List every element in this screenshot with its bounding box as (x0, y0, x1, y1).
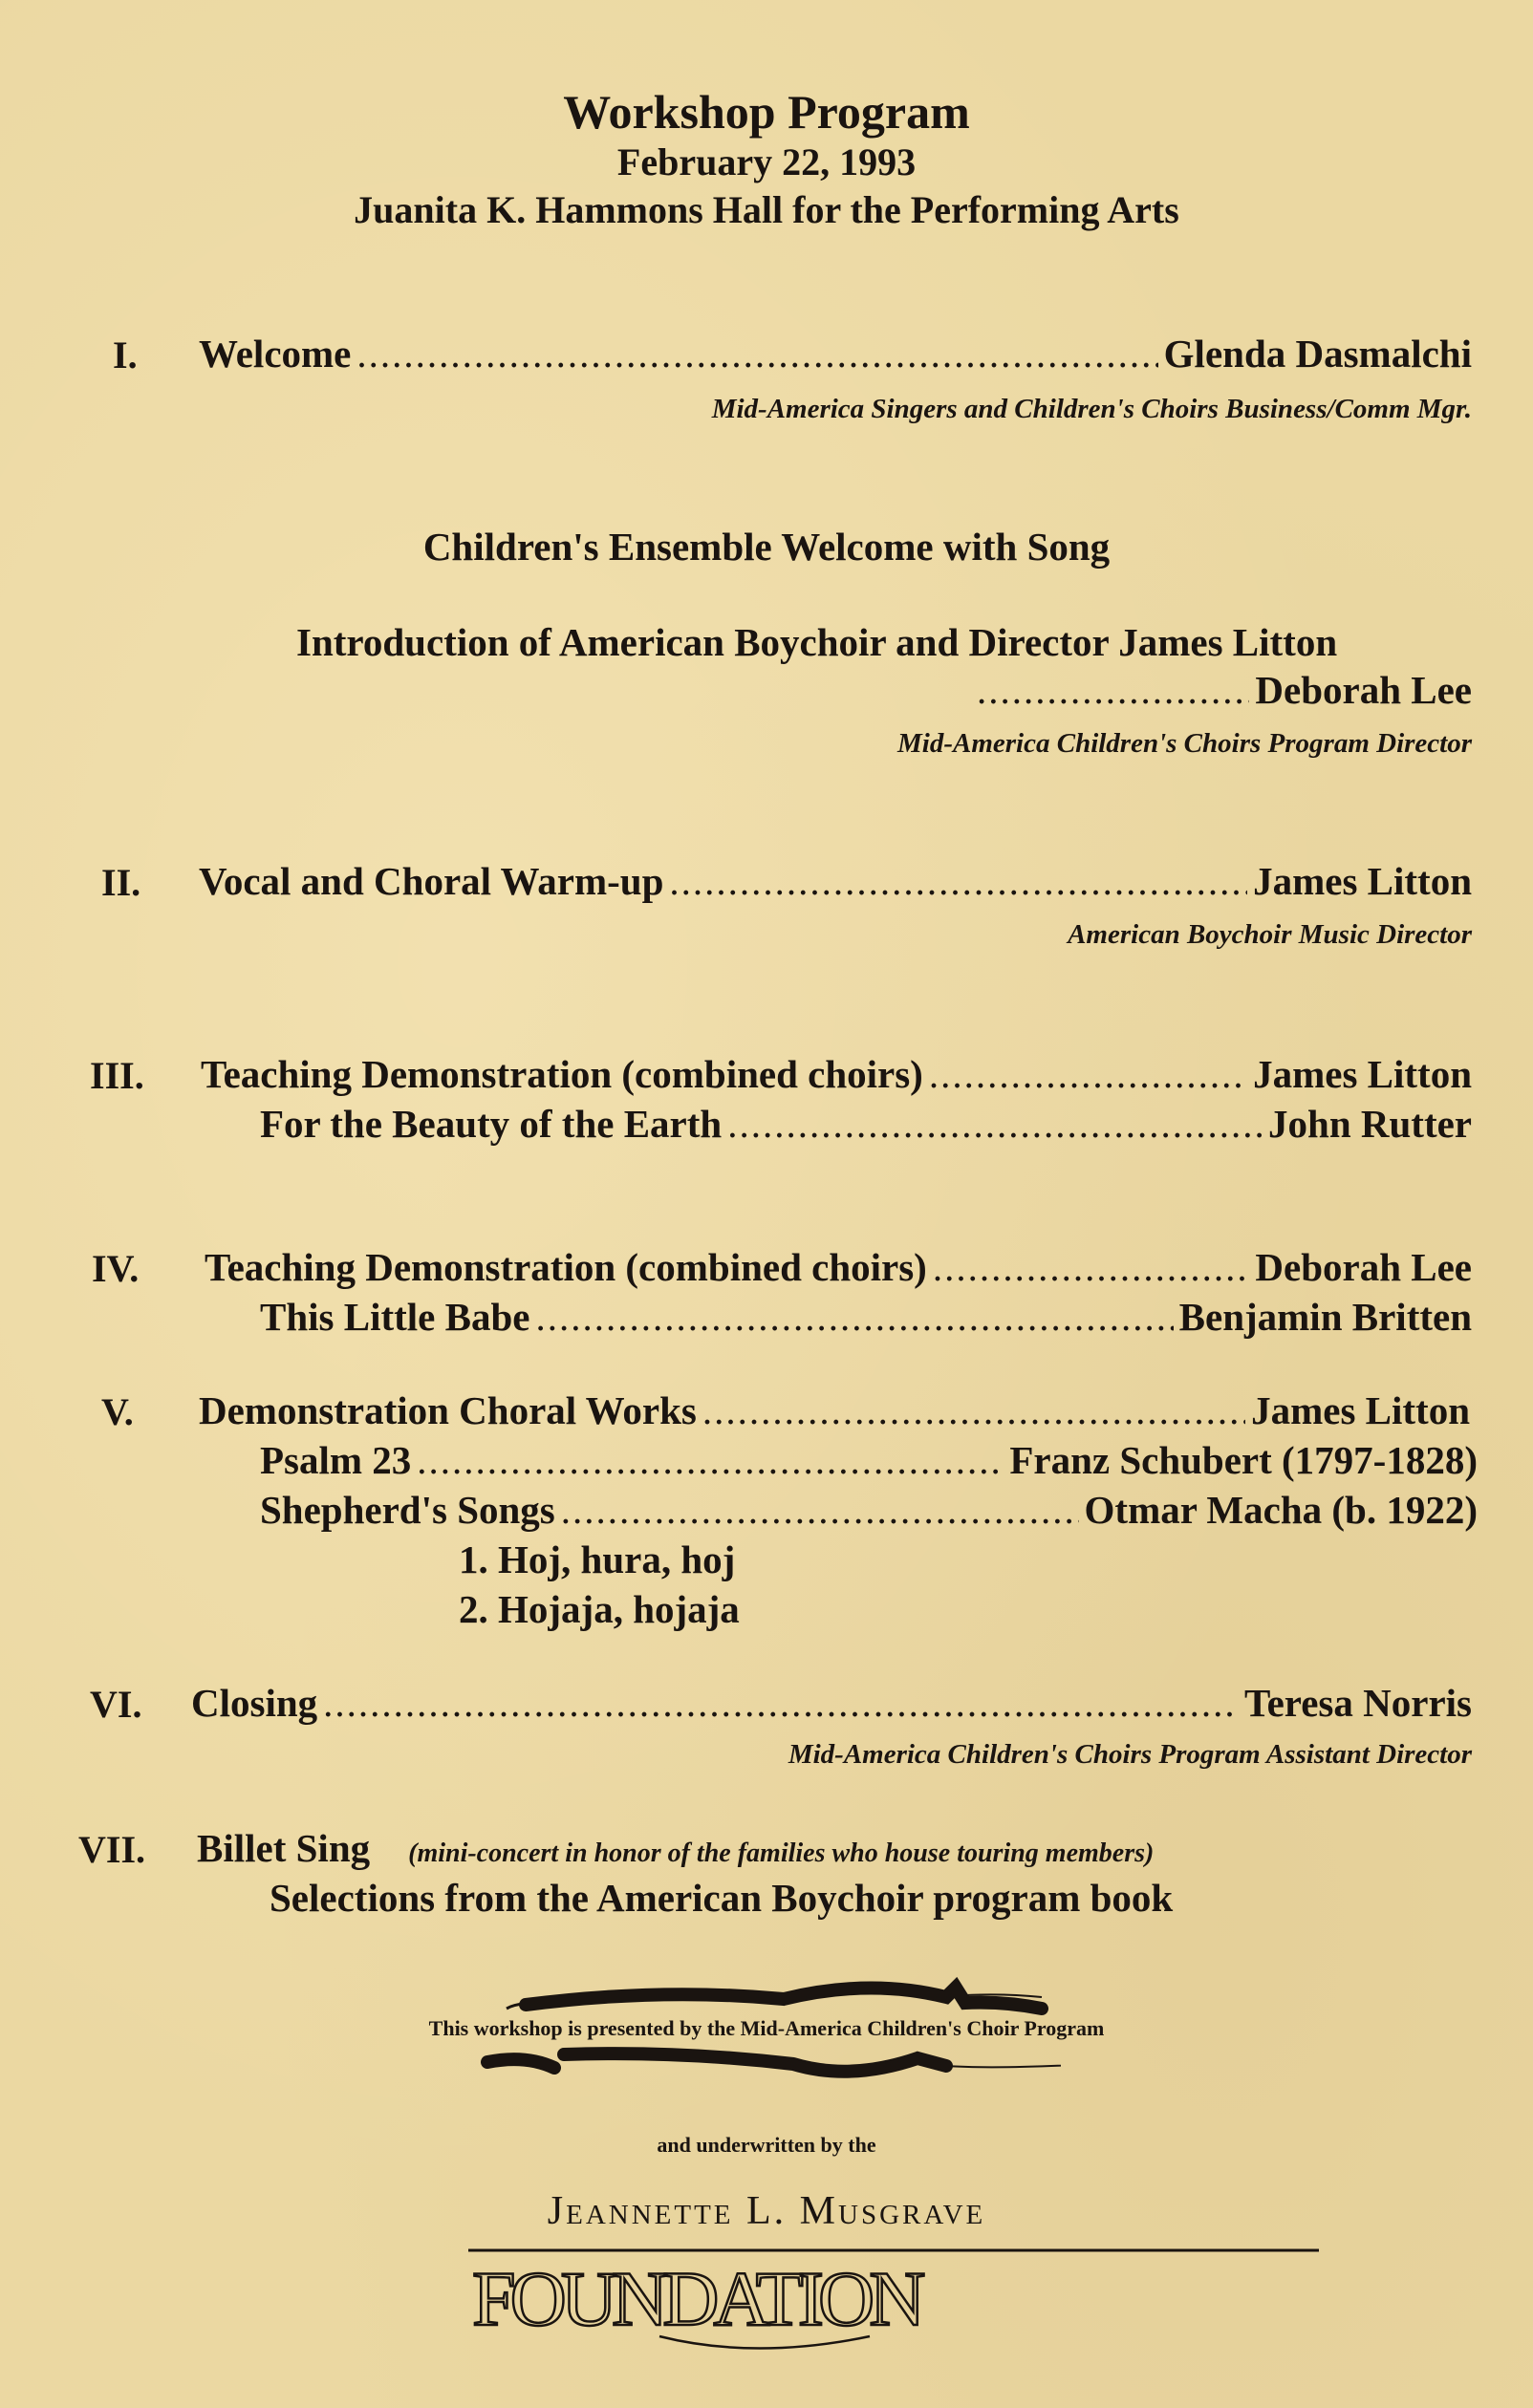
item-number-6: VI. (90, 1683, 142, 1726)
item-presenter: Glenda Dasmalchi (1163, 332, 1472, 376)
dot-leader (933, 1244, 1250, 1290)
piece-title: Shepherd's Songs (260, 1488, 555, 1532)
presenter-role: Mid-America Children's Choirs Program Director (896, 728, 1472, 759)
program-item-teaching-2 (205, 1244, 1472, 1290)
item-label: Closing (191, 1681, 318, 1725)
dot-leader (669, 858, 1247, 904)
billet-sing-selections: Selections from the American Boychoir program book (270, 1876, 1174, 1920)
piece-composer: Otmar Macha (b. 1922) (1084, 1488, 1478, 1532)
item-label: Teaching Demonstration (combined choirs) (201, 1052, 923, 1096)
presented-by-line: This workshop is presented by the Mid-America Children's Choir Program (428, 2016, 1105, 2040)
item-presenter: James Litton (1251, 1388, 1470, 1432)
foundation-name: Jeannette L. Musgrave (547, 2189, 986, 2233)
item-note: (mini-concert in honor of the families who house touring members) (408, 1838, 1155, 1868)
program-item-closing (191, 1680, 1472, 1726)
item-presenter: Teresa Norris (1244, 1681, 1472, 1725)
presenter-role: Mid-America Children's Choirs Program Assistant Director (788, 1739, 1472, 1770)
item-number-1: I. (113, 333, 138, 376)
dot-leader (977, 667, 1249, 713)
program-item-welcome (199, 331, 1472, 376)
song-1: 1. Hoj, hura, hoj (459, 1537, 736, 1581)
program-item-billet-sing (197, 1825, 1154, 1871)
item-number-3: III. (90, 1054, 144, 1097)
presenter-role: American Boychoir Music Director (1068, 919, 1472, 950)
item-number-5: V. (101, 1390, 134, 1433)
item-presenter: Deborah Lee (1255, 668, 1472, 712)
program-item-choral-works (199, 1387, 1470, 1433)
foundation-wordmark: FOUNDATION (472, 2255, 920, 2342)
introduction-presenter-row (971, 667, 1472, 713)
item-presenter: James Litton (1253, 1052, 1472, 1096)
ensemble-welcome: Children's Ensemble Welcome with Song (422, 525, 1111, 569)
foundation-logo (468, 2241, 1319, 2355)
dot-leader (561, 1487, 1079, 1533)
item-label: Vocal and Choral Warm-up (199, 859, 664, 903)
program-piece (260, 1437, 1478, 1483)
item-label: Demonstration Choral Works (199, 1388, 697, 1432)
program-date: February 22, 1993 (616, 140, 917, 183)
item-presenter: Deborah Lee (1255, 1245, 1472, 1289)
dot-leader (929, 1051, 1247, 1097)
dot-leader (417, 1437, 1004, 1483)
program-piece (260, 1101, 1472, 1147)
piece-composer: Benjamin Britten (1178, 1295, 1472, 1339)
underwritten-line: and underwritten by the (657, 2133, 876, 2157)
piece-title: This Little Babe (260, 1295, 530, 1339)
item-label: Teaching Demonstration (combined choirs) (205, 1245, 927, 1289)
program-item-teaching-1 (201, 1051, 1472, 1097)
item-presenter: James Litton (1253, 859, 1472, 903)
presenter-role: Mid-America Singers and Children's Choirs Business/Comm Mgr. (711, 394, 1472, 424)
program-piece (260, 1294, 1472, 1340)
piece-title: Psalm 23 (260, 1438, 412, 1482)
dot-leader (702, 1387, 1245, 1433)
item-number-7: VII. (78, 1828, 146, 1871)
program-item-warmup (199, 858, 1472, 904)
introduction-line: Introduction of American Boychoir and Director James Litton (296, 620, 1338, 664)
dot-leader (356, 331, 1157, 376)
item-label: Welcome (199, 332, 352, 376)
item-number-4: IV. (92, 1247, 140, 1290)
song-2: 2. Hojaja, hojaja (459, 1587, 740, 1631)
dot-leader (323, 1680, 1239, 1726)
dot-leader (727, 1101, 1263, 1147)
piece-title: For the Beauty of the Earth (260, 1102, 723, 1146)
program-venue: Juanita K. Hammons Hall for the Performing Arts (354, 188, 1179, 231)
piece-composer: Franz Schubert (1797-1828) (1009, 1438, 1478, 1482)
item-number-2: II. (101, 861, 141, 904)
piece-composer: John Rutter (1268, 1102, 1472, 1146)
item-label: Billet Sing (197, 1826, 371, 1870)
program-piece (260, 1487, 1478, 1533)
page-title: Workshop Program (563, 85, 970, 139)
dot-leader (535, 1294, 1173, 1340)
